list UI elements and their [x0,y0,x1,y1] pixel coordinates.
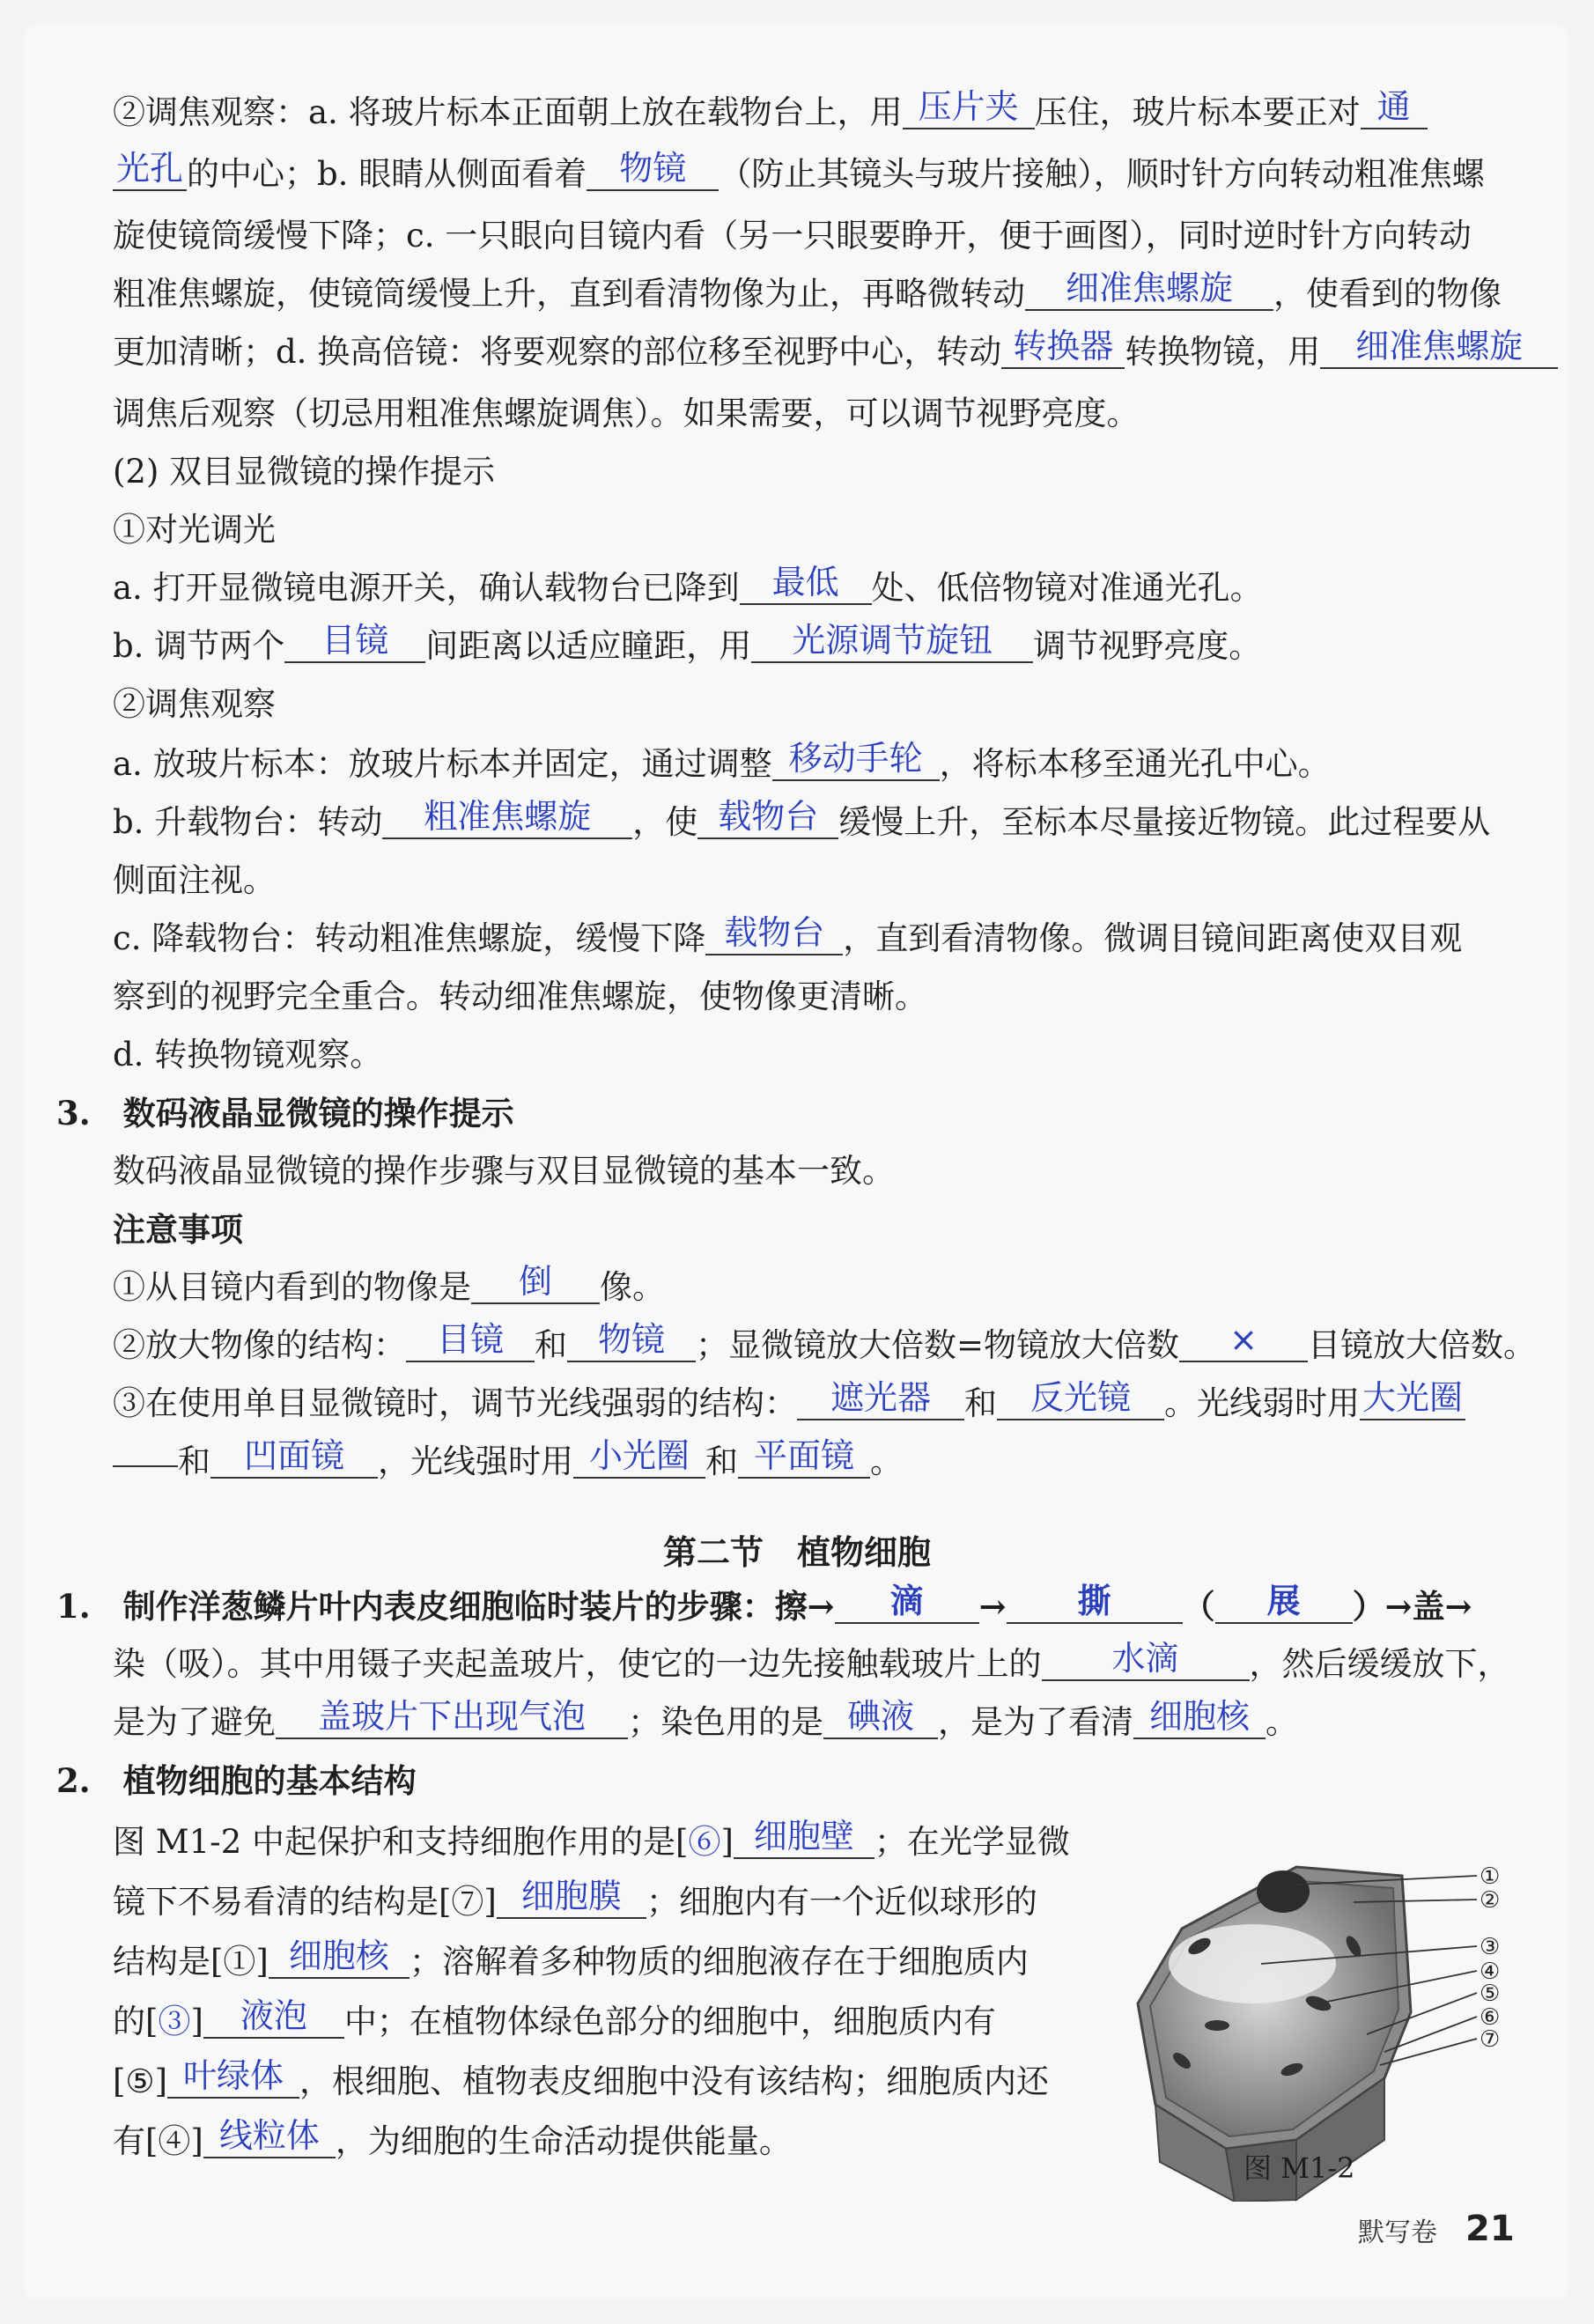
answer-blank: 通 [1361,85,1428,129]
text-line [113,2056,1050,2105]
text-line [113,87,1428,136]
text-line [113,1032,382,1078]
static-text: 调节视野亮度。 [1033,627,1262,665]
answer-blank: 物镜 [567,1318,696,1362]
static-text: ；在光学显微 [874,1823,1070,1861]
figure-label-4: ④ [1480,1959,1501,1985]
text-line [113,741,1331,787]
static-text: c. 降载物台：转动粗准焦螺旋，缓慢下降 [113,919,706,957]
static-text: ②调焦观察：a. 将玻片标本正面朝上放在载物台上，用 [113,93,903,131]
answer-blank: 细准焦螺旋 [1320,325,1558,369]
text-line [113,1697,1298,1745]
static-text: （防止其镜头与玻片接触），顺时针方向转动粗准焦螺 [719,155,1485,193]
static-text: [⑤] [113,2062,168,2100]
text-line [113,507,276,553]
static-text: (2) 双目显微镜的操作提示 [113,453,496,491]
static-text: ，光线强时用 [378,1442,573,1480]
figure-label-7: ⑦ [1480,2026,1501,2053]
static-text: 和 [964,1384,997,1422]
static-text: ，使看到的物像 [1273,275,1502,313]
static-text: 3. 数码液晶显微镜的操作提示 [56,1094,514,1132]
answer-blank: 反光镜 [997,1376,1164,1420]
answer-blank: 转换器 [1001,325,1125,369]
answer-blank: 压片夹 [903,85,1035,129]
answer-blank: 滴 [835,1580,979,1624]
answer-blank: 平面镜 [738,1435,870,1479]
answer-blank: 载物台 [705,911,843,955]
static-text: ，是为了看清 [938,1703,1133,1741]
answer-blank: × [1179,1318,1308,1362]
answer-blank: 撕 [1007,1580,1183,1624]
text-line [113,151,1485,197]
static-text: b. 升载物台：转动 [113,803,383,841]
static-text: ③在使用单目显微镜时，调节光线强弱的结构： [113,1384,797,1422]
static-text: 像。 [600,1268,665,1306]
static-text: d. 转换物镜观察。 [113,1036,383,1073]
answer-blank: 碘液 [823,1695,938,1739]
static-text: 1. 制作洋葱鳞片叶内表皮细胞临时装片的步骤：擦→ [56,1587,835,1626]
static-text: a. 打开显微镜电源开关，确认载物台已降到 [113,569,740,607]
static-text: 侧面注视。 [113,861,276,899]
text-line [113,1436,903,1485]
static-text: ；显微镜放大倍数=物镜放大倍数 [696,1326,1180,1364]
static-text: 调焦后观察（切忌用粗准焦螺旋调焦）。如果需要，可以调节视野亮度。 [113,395,1140,432]
static-text: 间距离以适应瞳距，用 [425,627,752,665]
text-line [113,565,1263,611]
static-text: 数码液晶显微镜的操作步骤与双目显微镜的基本一致。 [113,1152,895,1190]
text-line [113,913,1463,962]
text-line [113,1262,665,1310]
text-line [113,623,1261,669]
static-text: 2. 植物细胞的基本结构 [56,1761,417,1800]
answer-number: ③ [158,2003,191,2040]
text-line [113,1206,243,1252]
text-line [113,449,495,495]
figure-label-3: ③ [1480,1934,1501,1960]
static-text: 的[ [113,2003,159,2040]
text-line [113,858,276,904]
answer-blank [113,1465,178,1467]
answer-blank: 细准焦螺旋 [1025,267,1273,311]
text-line [113,1879,1037,1925]
static-text: ；染色用的是 [628,1703,823,1741]
answer-blank: 水滴 [1042,1637,1250,1681]
text-line [113,1320,1537,1369]
static-text: ，直到看清物像。微调目镜间距离使双目观 [843,919,1463,957]
static-text: 和 [178,1442,210,1480]
text-line [113,1639,1510,1687]
static-text: 和 [535,1326,567,1364]
static-text: 察到的视野完全重合。转动细准焦螺旋，使物像更清晰。 [113,978,927,1015]
static-text: ①对光调光 [113,511,276,549]
answer-blank: 液泡 [203,1995,344,2039]
text-line [56,1583,1472,1629]
static-text: ②调焦观察 [113,685,276,723]
answer-blank: 凹面镜 [210,1435,378,1479]
static-text: b. 调节两个 [113,627,285,665]
figure-label-1: ① [1480,1863,1501,1890]
text-line [113,797,1491,845]
static-text: ；溶解着多种物质的细胞液存在于细胞质内 [409,1943,1029,1981]
static-text: 注意事项 [113,1210,243,1249]
static-text: 粗准焦螺旋，使镜筒缓慢上升，直到看清物像为止，再略微转动 [113,275,1025,313]
text-line [113,682,276,727]
answer-blank: 小光圈 [573,1435,705,1479]
static-text: （ [1182,1587,1215,1626]
answer-blank: 光孔 [113,147,187,191]
static-text: 图 M1-2 中起保护和支持细胞作用的是[ [113,1823,689,1861]
answer-blank: 细胞壁 [734,1815,874,1859]
text-line [113,271,1502,317]
page-number: 21 [1465,2209,1515,2249]
answer-blank: 叶绿体 [167,2055,299,2099]
nucleus-shape [1257,1870,1310,1913]
static-text: ，使 [632,803,698,841]
text-line [113,1819,1070,1865]
static-text: 压住，玻片标本要正对 [1034,93,1361,131]
text-line [113,1148,895,1194]
answer-blank: 细胞核 [269,1935,410,1979]
static-text: 转换物镜，用 [1125,333,1321,371]
static-text: ，为细胞的生命活动提供能量。 [335,2122,792,2160]
answer-blank: 光源调节旋钮 [751,619,1033,663]
text-line [113,1939,1029,1985]
answer-number: ⑥ [688,1823,721,1861]
answer-blank: 细胞膜 [497,1875,646,1919]
text-line [113,213,1472,259]
figure-label-6: ⑥ [1480,2004,1501,2031]
static-text: 中；在植物体绿色部分的细胞中，细胞质内有 [343,2003,996,2040]
static-text: 有[④] [113,2122,203,2160]
text-line [56,1090,514,1136]
figure-caption: 图 M1-2 [1243,2151,1355,2185]
vacuole-shape [1169,1924,1336,2003]
text-line [113,1378,1465,1427]
figure-label-5: ⑤ [1480,1981,1501,2007]
answer-blank: 目镜 [406,1318,535,1362]
static-text: ] [720,1823,734,1861]
answer-blank: 粗准焦螺旋 [382,795,632,839]
text-line [113,974,927,1020]
answer-blank: 遮光器 [797,1376,964,1420]
static-text: → [978,1587,1007,1626]
answer-blank: 线粒体 [203,2114,336,2158]
static-text: 。 [1266,1703,1298,1741]
static-text: ，将标本移至通光孔中心。 [939,745,1331,783]
text-line [56,1758,417,1804]
static-text: 处、低倍物镜对准通光孔。 [871,569,1263,607]
text-line [113,329,1558,375]
static-text: ①从目镜内看到的物像是 [113,1268,471,1306]
section-title: 第二节 植物细胞 [662,1532,931,1572]
static-text: 。 [870,1442,903,1480]
static-text: ②放大物像的结构： [113,1326,406,1364]
answer-blank: 目镜 [284,619,425,663]
static-text: 缓慢上升，至标本尽量接近物镜。此过程要从 [838,803,1491,841]
figure-label-2: ② [1480,1887,1501,1914]
answer-blank: 展 [1215,1580,1353,1624]
answer-blank: 移动手轮 [772,737,940,781]
answer-blank: 大光圈 [1360,1376,1465,1420]
text-line [113,2116,792,2165]
answer-blank: 盖玻片下出现气泡 [276,1695,628,1739]
static-text: 更加清晰；d. 换高倍镜：将要观察的部位移至视野中心，转动 [113,333,1002,371]
answer-blank: 载物台 [697,795,838,839]
static-text: 是为了避免 [113,1703,276,1741]
static-text: 结构是[①] [113,1943,269,1981]
static-text: 目镜放大倍数。 [1308,1326,1537,1364]
static-text: 的中心；b. 眼睛从侧面看着 [187,155,587,193]
static-text: ）→盖→ [1352,1587,1472,1626]
text-line [113,391,1140,437]
answer-blank: 倒 [471,1260,600,1304]
static-text: 染（吸）。其中用镊子夹起盖玻片，使它的一边先接触载玻片上的 [113,1645,1042,1683]
static-text: 镜下不易看清的结构是[⑦] [113,1883,497,1921]
footer-label: 默写卷 [1358,2217,1437,2248]
static-text: ] [190,2003,203,2040]
answer-blank: 物镜 [587,147,719,191]
static-text: 。光线弱时用 [1164,1384,1360,1422]
answer-blank: 最低 [740,561,872,605]
static-text: ，然后缓缓放下， [1249,1645,1510,1683]
static-text: 和 [705,1442,738,1480]
static-text: ；细胞内有一个近似球形的 [646,1883,1037,1921]
answer-blank: 细胞核 [1133,1695,1266,1739]
static-text: a. 放玻片标本：放玻片标本并固定，通过调整 [113,745,772,783]
text-line [113,1996,996,2045]
static-text: ，根细胞、植物表皮细胞中没有该结构；细胞质内还 [299,2062,1050,2100]
static-text: 旋使镜筒缓慢下降；c. 一只眼向目镜内看（另一只眼要睁开，便于画图），同时逆时针方向转动 [113,217,1472,255]
